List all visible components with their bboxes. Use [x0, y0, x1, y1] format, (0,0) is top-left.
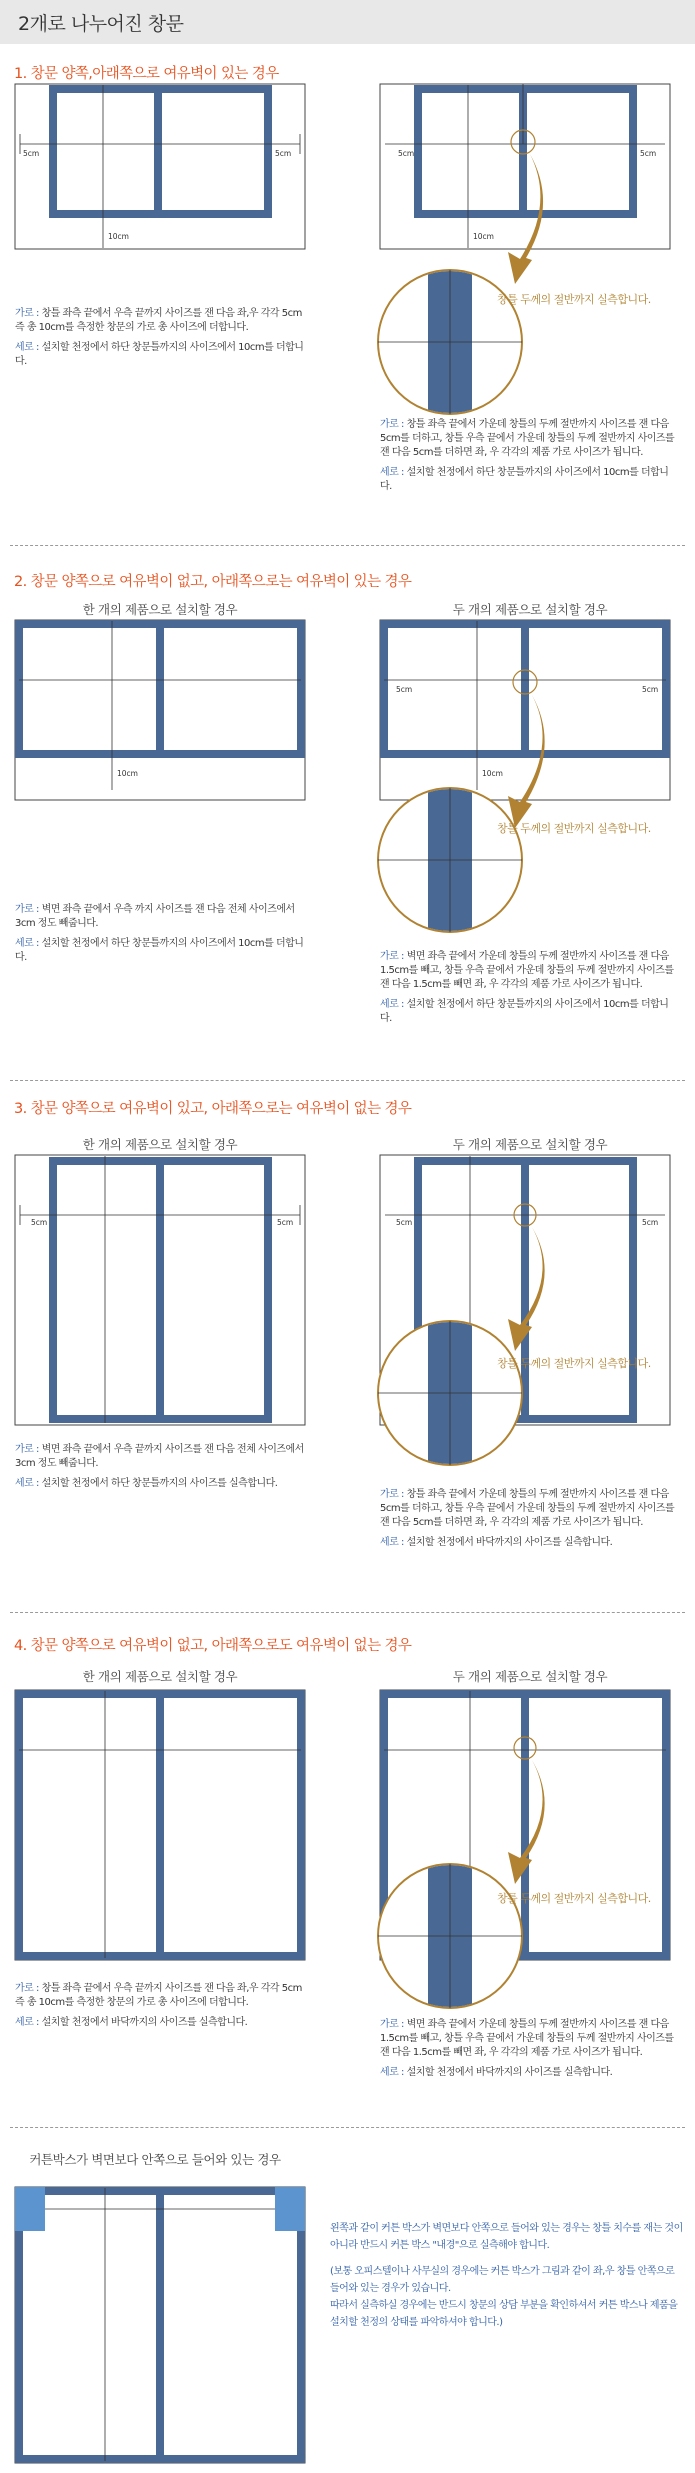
diagram-1-one: [15, 84, 305, 249]
diagram-curtain-box: [15, 2187, 305, 2463]
box-note-p3: 따라서 실측하실 경우에는 반드시 창문의 상담 부분을 확인하셔서 커튼 박스나 제품을 설치할 천정의 상태를 파악하셔야 합니다.): [330, 2300, 678, 2328]
dim-5cm-right: 5cm: [642, 1218, 659, 1227]
dim-10cm: 10cm: [473, 232, 494, 241]
dim-5cm-left: 5cm: [398, 149, 415, 158]
note-2-two: 가로 : 벽면 좌측 끝에서 가운데 창틀의 두께 절반까지 사이즈를 잰 다음 1.5cm를 빼고, 창틀 우측 끝에서 가운데 창틀의 두께 절반까지 사이즈를 잰 다음 1.5cm를 빼면 좌, 우 각각의 제품 가로 사이즈가 됩니다. 세로 : 설치할 천정에서 하단 창문틀까지의 사이즈에서 10cm를 더합니다.: [380, 951, 674, 1024]
dim-5cm-left: 5cm: [31, 1218, 48, 1227]
callout-1: 창틀 두께의 절반까지 실측합니다.: [497, 293, 651, 306]
section-1-title: 1. 창문 양쪽,아래쪽으로 여유벽이 있는 경우: [14, 66, 279, 82]
dim-10cm: 10cm: [108, 232, 129, 241]
callout-2: 창틀 두께의 절반까지 실측합니다.: [497, 822, 651, 835]
subtitle-two-2: 두 개의 제품으로 설치할 경우: [452, 602, 608, 617]
page-header: [0, 0, 695, 44]
note-3-one: 가로 : 벽면 좌측 끝에서 우측 끝까지 사이즈를 잰 다음 전체 사이즈에서 3cm 정도 빼줍니다. 세로 : 설치할 천정에서 하단 창문틀까지의 사이즈를 실측합니다.: [15, 1444, 304, 1489]
dim-5cm-left: 5cm: [396, 685, 413, 694]
page-title: 2개로 나누어진 창문: [18, 13, 184, 35]
diagram-3-one: [15, 1155, 305, 1425]
note-2-one: 가로 : 벽면 좌측 끝에서 우측 까지 사이즈를 잰 다음 전체 사이즈에서 3cm 정도 빼줍니다. 세로 : 설치할 천정에서 하단 창문틀까지의 사이즈에서 10cm를 더합니다.: [15, 904, 304, 963]
dim-5cm-left: 5cm: [396, 1218, 413, 1227]
dim-10cm: 10cm: [482, 769, 503, 778]
callout-3: 창틀 두께의 절반까지 실측합니다.: [497, 1357, 651, 1370]
diagram-3-two: [380, 1155, 670, 1455]
box-section-title: 커튼박스가 벽면보다 안쪽으로 들어와 있는 경우: [29, 2152, 281, 2167]
diagram-1-two: [380, 84, 670, 384]
diagram-4-one: [15, 1690, 305, 1960]
subtitle-one-3: 한 개의 제품으로 설치할 경우: [82, 1137, 238, 1152]
dim-5cm-right: 5cm: [640, 149, 657, 158]
diagram-2-two: [380, 620, 670, 930]
note-1-two: 가로 : 창틀 좌측 끝에서 가운데 창틀의 두께 절반까지 사이즈를 잰 다음 5cm를 더하고, 창틀 우측 끝에서 가운데 창틀의 두께 절반까지 사이즈를 잰 다음 5cm를 더하면 좌, 우 각각의 제품 가로 사이즈가 됩니다. 세로 : 설치할 천정에서 하단 창문틀까지의 사이즈에서 10cm를 더합니다.: [380, 419, 675, 492]
diagram-2-one: [15, 620, 305, 800]
subtitle-two-4: 두 개의 제품으로 설치할 경우: [452, 1669, 608, 1684]
box-note-p2: (보통 오피스텔이나 사무실의 경우에는 커튼 박스가 그림과 같이 좌,우 창틀 안쪽으로 들어와 있는 경우가 있습니다.: [330, 2266, 675, 2294]
subtitle-one-2: 한 개의 제품으로 설치할 경우: [82, 602, 238, 617]
subtitle-two-3: 두 개의 제품으로 설치할 경우: [452, 1137, 608, 1152]
divider-1: [10, 545, 685, 546]
callout-4: 창틀 두께의 절반까지 실측합니다.: [497, 1892, 651, 1905]
divider-4: [10, 2127, 685, 2128]
section-4-title: 4. 창문 양쪽으로 여유벽이 없고, 아래쪽으로도 여유벽이 없는 경우: [14, 1638, 412, 1654]
box-note-p1: 왼쪽과 같이 커튼 박스가 벽면보다 안쪽으로 들어와 있는 경우는 창틀 치수를 재는 것이 아니라 반드시 커튼 박스 "내경"으로 실측해야 합니다.: [330, 2223, 683, 2251]
box-section-note: [330, 2220, 685, 2340]
divider-2: [10, 1080, 685, 1081]
dim-5cm-right: 5cm: [275, 149, 292, 158]
note-4-one: 가로 : 창틀 좌측 끝에서 우측 끝까지 사이즈를 잰 다음 좌,우 각각 5cm 즉 총 10cm를 측정한 창문의 가로 총 사이즈에 더합니다. 세로 : 설치할 천정에서 바닥까지의 사이즈를 실측합니다.: [15, 1983, 302, 2028]
note-3-two: 가로 : 창틀 좌측 끝에서 가운데 창틀의 두께 절반까지 사이즈를 잰 다음 5cm를 더하고, 창틀 우측 끝에서 가운데 창틀의 두께 절반까지 사이즈를 잰 다음 5cm를 더하면 좌, 우 각각의 제품 가로 사이즈가 됩니다. 세로 : 설치할 천정에서 바닥까지의 사이즈를 실측합니다.: [380, 1489, 675, 1548]
dim-10cm: 10cm: [117, 769, 138, 778]
dim-5cm-right: 5cm: [642, 685, 659, 694]
section-2-title: 2. 창문 양쪽으로 여유벽이 없고, 아래쪽으로는 여유벽이 있는 경우: [14, 574, 412, 590]
section-3-title: 3. 창문 양쪽으로 여유벽이 있고, 아래쪽으로는 여유벽이 없는 경우: [14, 1101, 412, 1117]
diagram-4-two: [380, 1690, 670, 2010]
note-1-one: 가로 : 창틀 좌측 끝에서 우측 끝까지 사이즈를 잰 다음 좌,우 각각 5cm 즉 총 10cm를 측정한 창문의 가로 총 사이즈에 더합니다. 세로 : 설치할 천정에서 하단 창문틀까지의 사이즈에서 10cm를 더합니다.: [15, 308, 304, 367]
subtitle-one-4: 한 개의 제품으로 설치할 경우: [82, 1669, 238, 1684]
note-4-two: 가로 : 벽면 좌측 끝에서 가운데 창틀의 두께 절반까지 사이즈를 잰 다음 1.5cm를 빼고, 창틀 우측 끝에서 가운데 창틀의 두께 절반까지 사이즈를 잰 다음 1.5cm를 빼면 좌, 우 각각의 제품 가로 사이즈가 됩니다. 세로 : 설치할 천정에서 바닥까지의 사이즈를 실측합니다.: [380, 2019, 674, 2078]
dim-5cm-left: 5cm: [23, 149, 40, 158]
divider-3: [10, 1612, 685, 1613]
dim-5cm-right: 5cm: [277, 1218, 294, 1227]
